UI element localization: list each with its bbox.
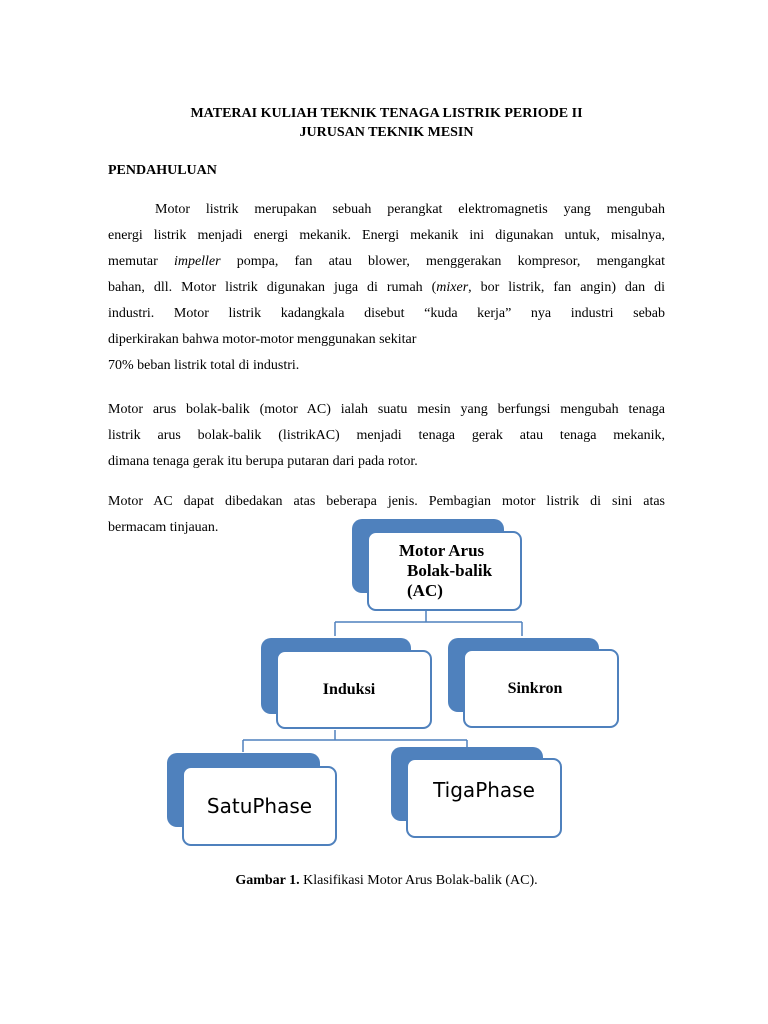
node-box bbox=[406, 758, 562, 838]
document-title-line-2: JURUSAN TEKNIK MESIN bbox=[299, 125, 474, 140]
node-label: Induksi bbox=[322, 680, 376, 698]
paragraph-line: industri. Motor listrik kadangkala disebut “kuda kerja” nya industri sebab bbox=[108, 306, 665, 321]
paragraph-line: bermacam tinjauan. bbox=[108, 520, 219, 535]
figure-caption bbox=[108, 873, 665, 889]
node-label: Motor Arus bbox=[399, 541, 485, 560]
paragraph-line: diperkirakan bahwa motor-motor menggunakan sekitar bbox=[108, 332, 417, 347]
node-box bbox=[463, 649, 619, 728]
paragraph-line: listrik arus bolak-balik (listrikAC) menjadi tenaga gerak atau tenaga mekanik, bbox=[108, 428, 665, 443]
paragraph-line: energi listrik menjadi energi mekanik. Energi mekanik ini digunakan untuk, misalnya, bbox=[108, 228, 665, 243]
node-box bbox=[182, 766, 337, 846]
paragraph-line: memutar impeller pompa, fan atau blower, menggerakan kompresor, mengangkat bbox=[108, 254, 665, 269]
caption-label: Gambar 1. bbox=[235, 873, 300, 888]
paragraph-line: Motor arus bolak-balik (motor AC) ialah suatu mesin yang berfungsi mengubah tenaga bbox=[108, 402, 665, 417]
paragraph-line: 70% beban listrik total di industri. bbox=[108, 358, 300, 373]
node-label: TigaPhase bbox=[433, 778, 535, 802]
paragraph-line: Motor listrik merupakan sebuah perangkat elektromagnetis yang mengubah bbox=[155, 202, 665, 217]
section-heading: PENDAHULUAN bbox=[108, 163, 217, 178]
node-label: Sinkron bbox=[507, 679, 563, 697]
document-title-line-1: MATERAI KULIAH TEKNIK TENAGA LISTRIK PERIODE II bbox=[190, 106, 583, 121]
paragraph-line: dimana tenaga gerak itu berupa putaran dari pada rotor. bbox=[108, 454, 418, 469]
node-label: SatuPhase bbox=[206, 794, 313, 818]
node-box bbox=[367, 531, 522, 611]
caption-text: Klasifikasi Motor Arus Bolak-balik (AC). bbox=[299, 873, 538, 888]
paragraph-line: bahan, dll. Motor listrik digunakan juga di rumah (mixer, bor listrik, fan angin) dan di bbox=[108, 280, 665, 295]
paragraph-line: Motor AC dapat dibedakan atas beberapa jenis. Pembagian motor listrik di sini atas bbox=[108, 494, 665, 509]
node-label: Bolak-balik (AC) bbox=[407, 561, 493, 600]
node-box bbox=[276, 650, 432, 729]
